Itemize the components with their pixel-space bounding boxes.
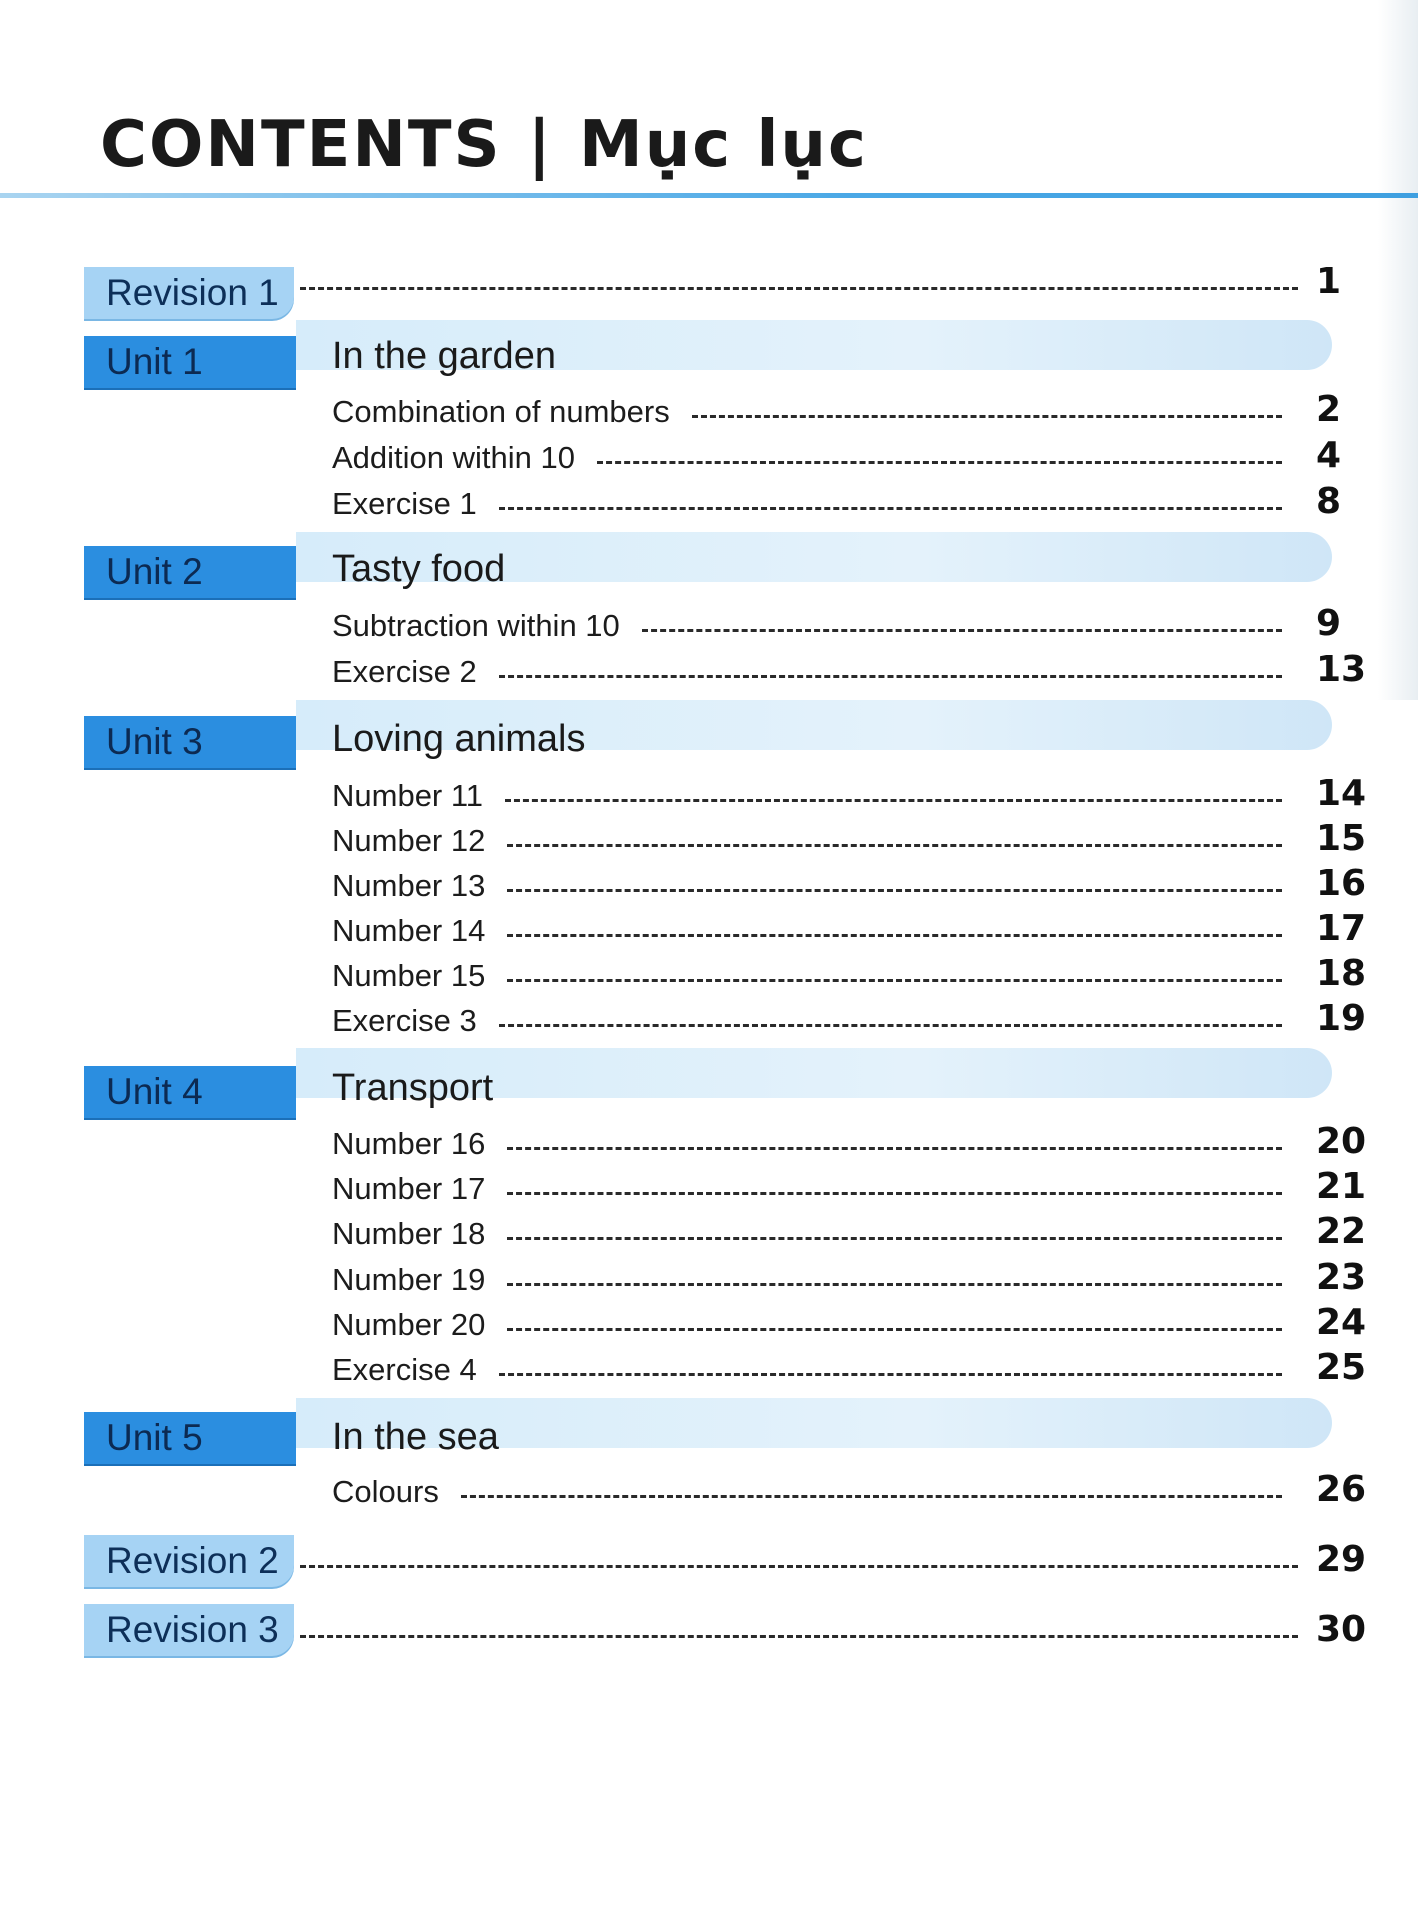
leader-dashes [300,1635,1298,1638]
page-number: 15 [1316,818,1367,859]
leader-dashes [507,1283,1282,1286]
page-number: 19 [1316,998,1367,1039]
entry-label: Number 11 [332,778,484,813]
leader-dashes [507,889,1282,892]
entry-label: Combination of numbers [332,394,670,429]
leader-dashes [692,415,1282,418]
leader-dashes [642,629,1282,632]
entry-label: Number 18 [332,1216,486,1251]
entry-label: Exercise 2 [332,654,477,689]
unit-3-tag[interactable]: Unit 3 [84,716,296,768]
toc-entry[interactable] [332,1257,1367,1298]
toc-entry[interactable] [332,818,1367,859]
leader-dashes [499,1373,1282,1376]
toc-entry[interactable] [332,998,1367,1039]
revision-2-tag[interactable]: Revision 2 [84,1535,294,1587]
toc-entry[interactable] [332,773,1367,814]
entry-label: Number 13 [332,868,486,903]
page-number: 9 [1316,603,1342,644]
unit-5-tag[interactable]: Unit 5 [84,1412,296,1464]
title-separator: | [527,108,553,182]
page-number: 25 [1316,1347,1367,1388]
page-number: 26 [1316,1469,1367,1510]
page-edge-shadow [1378,0,1418,700]
page-number: 14 [1316,773,1367,814]
toc-entry[interactable] [332,953,1367,994]
entry-label: Number 14 [332,913,486,948]
entry-label: Addition within 10 [332,440,575,475]
page-title [100,108,868,182]
unit-4-tag[interactable]: Unit 4 [84,1066,296,1118]
entry-label: Number 16 [332,1126,486,1161]
leader-dashes [505,799,1282,802]
revision-2-entry[interactable] [300,1539,1367,1580]
page-number: 8 [1316,481,1342,522]
toc-entry[interactable] [332,435,1342,476]
unit-1-tag[interactable]: Unit 1 [84,336,296,388]
leader-dashes [461,1495,1282,1498]
page-number: 20 [1316,1121,1367,1162]
revision-1-tag[interactable]: Revision 1 [84,267,294,319]
page-number: 1 [1316,261,1342,302]
leader-dashes [300,287,1298,290]
entry-label: Number 20 [332,1307,486,1342]
toc-entry[interactable] [332,1302,1367,1343]
revision-3-tag[interactable]: Revision 3 [84,1604,294,1656]
leader-dashes [507,1328,1282,1331]
page-number: 4 [1316,435,1342,476]
unit-2-title[interactable]: Tasty food [332,548,506,590]
page-number: 30 [1316,1609,1367,1650]
unit-2-tag[interactable]: Unit 2 [84,546,296,598]
page-number: 16 [1316,863,1367,904]
toc-entry[interactable] [332,649,1367,690]
toc-entry[interactable] [332,1166,1367,1207]
toc-entry[interactable] [332,908,1367,949]
toc-entry[interactable] [332,603,1342,644]
toc-entry[interactable] [332,1211,1367,1252]
toc-entry[interactable] [332,481,1342,522]
entry-label: Exercise 4 [332,1352,477,1387]
leader-dashes [499,675,1282,678]
leader-dashes [507,1237,1282,1240]
entry-label: Number 19 [332,1262,486,1297]
unit-5-title[interactable]: In the sea [332,1416,499,1458]
page-number: 18 [1316,953,1367,994]
page-number: 17 [1316,908,1367,949]
leader-dashes [300,1565,1298,1568]
leader-dashes [507,979,1282,982]
title-english: CONTENTS [100,108,502,182]
entry-label: Number 12 [332,823,486,858]
entry-label: Number 15 [332,958,486,993]
page-number: 13 [1316,649,1367,690]
title-rule [0,193,1418,198]
entry-label: Subtraction within 10 [332,608,620,643]
unit-3-title[interactable]: Loving animals [332,718,586,760]
revision-1-entry[interactable] [300,261,1342,302]
page-number: 23 [1316,1257,1367,1298]
toc-entry[interactable] [332,1121,1367,1162]
toc-entry[interactable] [332,1347,1367,1388]
title-vietnamese: Mục lục [579,108,868,182]
leader-dashes [507,844,1282,847]
page-number: 21 [1316,1166,1367,1207]
page-number: 29 [1316,1539,1367,1580]
revision-3-entry[interactable] [300,1609,1367,1650]
leader-dashes [507,934,1282,937]
toc-entry[interactable] [332,863,1367,904]
leader-dashes [499,507,1282,510]
page-number: 2 [1316,389,1342,430]
toc-entry[interactable] [332,389,1342,430]
leader-dashes [507,1192,1282,1195]
page-number: 24 [1316,1302,1367,1343]
leader-dashes [499,1024,1282,1027]
leader-dashes [507,1147,1282,1150]
entry-label: Number 17 [332,1171,486,1206]
entry-label: Exercise 1 [332,486,477,521]
unit-4-title[interactable]: Transport [332,1067,494,1109]
toc-entry[interactable] [332,1469,1367,1510]
unit-1-title[interactable]: In the garden [332,335,556,377]
page-number: 22 [1316,1211,1367,1252]
leader-dashes [597,461,1282,464]
entry-label: Colours [332,1474,439,1509]
entry-label: Exercise 3 [332,1003,477,1038]
